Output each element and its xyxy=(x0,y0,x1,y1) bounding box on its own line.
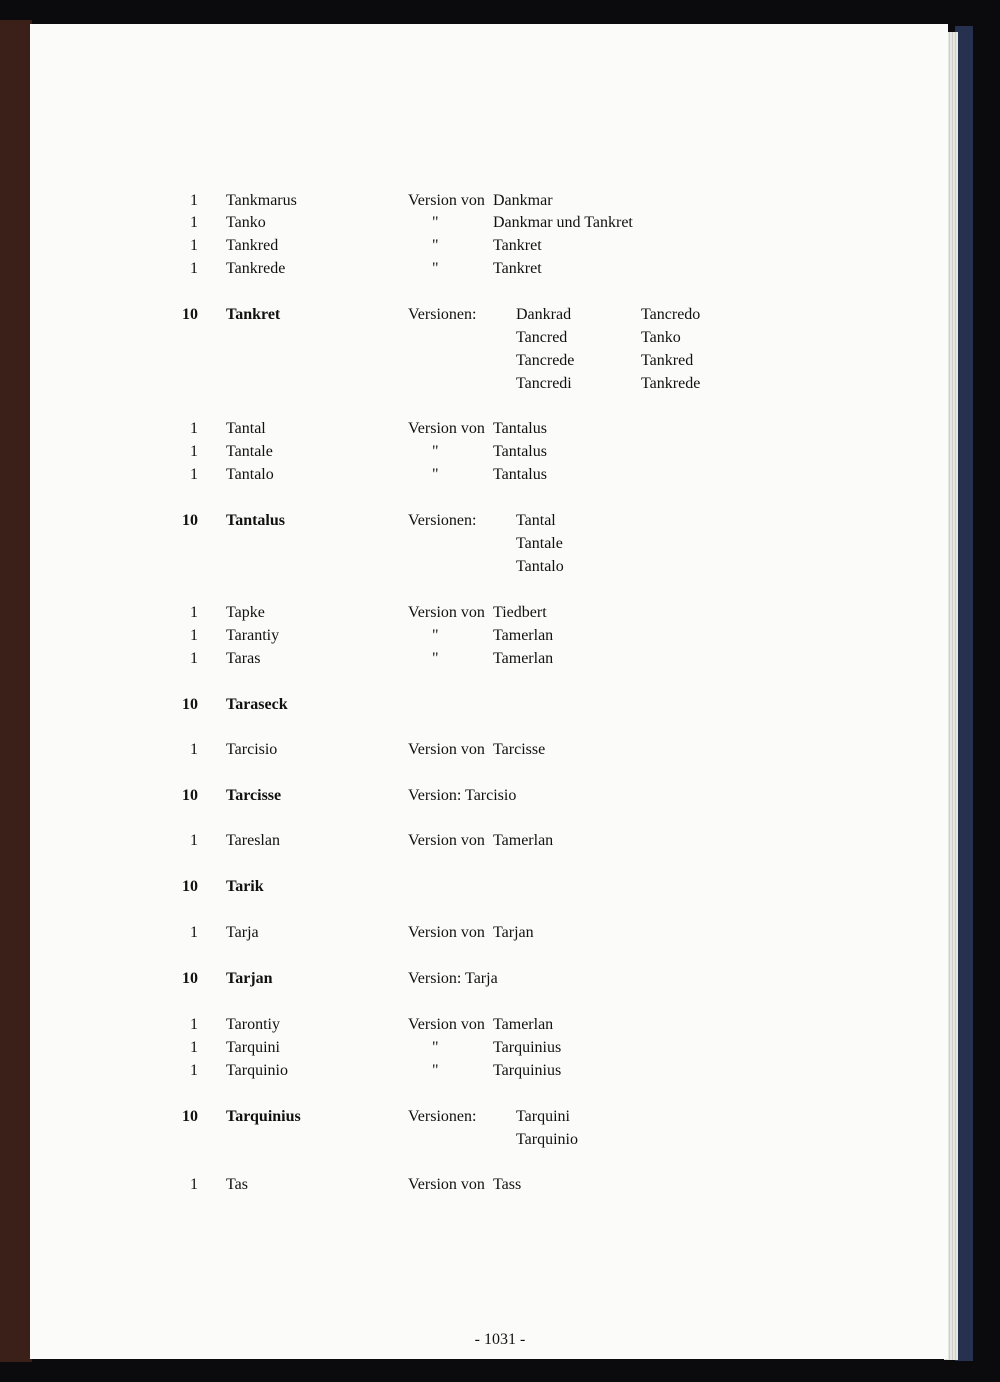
entry-name: Tarik xyxy=(226,878,264,895)
entry-reference: Tantalus xyxy=(493,420,547,437)
entry-name: Tas xyxy=(226,1176,248,1193)
entry-reference: Tarcisse xyxy=(493,741,546,758)
entry-row xyxy=(0,785,1000,807)
entry-frequency: 1 xyxy=(190,832,198,849)
entry-frequency: 1 xyxy=(190,1062,198,1079)
entry-row xyxy=(0,1060,1000,1082)
entry-reference: Tarquinius xyxy=(493,1062,562,1079)
ditto-mark: " xyxy=(432,627,439,644)
entry-frequency: 1 xyxy=(190,214,198,231)
entry-name: Tarquini xyxy=(226,1039,280,1056)
entry-name: Tarcisse xyxy=(226,787,282,804)
entry-reference: Tamerlan xyxy=(493,650,554,667)
entry-row xyxy=(0,876,1000,898)
version-variant: Tantalo xyxy=(516,558,564,575)
version-variant: Tancred xyxy=(516,329,568,346)
entry-name: Tankmarus xyxy=(226,192,297,209)
entry-name: Tarantiy xyxy=(226,627,280,644)
version-variant: Tancredo xyxy=(641,306,701,323)
page-number: - 1031 - xyxy=(474,1331,526,1348)
version-variant: Dankrad xyxy=(516,306,572,323)
entry-name: Tantalo xyxy=(226,466,274,483)
entry-label: Version von xyxy=(408,192,485,209)
entry-frequency: 1 xyxy=(190,420,198,437)
ditto-mark: " xyxy=(432,237,439,254)
entry-name: Tarcisio xyxy=(226,741,278,758)
entry-reference: Tankret xyxy=(493,237,542,254)
entry-row xyxy=(0,510,1000,532)
entry-label: Version von xyxy=(408,832,485,849)
entry-label: Version: Tarja xyxy=(408,970,498,987)
entry-row xyxy=(0,648,1000,670)
entry-reference: Tantalus xyxy=(493,443,547,460)
entry-frequency: 10 xyxy=(182,970,198,987)
ditto-mark: " xyxy=(432,443,439,460)
entry-name: Tarquinius xyxy=(226,1108,301,1125)
entry-frequency: 1 xyxy=(190,604,198,621)
entry-reference: Tass xyxy=(493,1176,522,1193)
entry-reference: Tarjan xyxy=(493,924,534,941)
entry-label: Version von xyxy=(408,1176,485,1193)
entry-label: Version: Tarcisio xyxy=(408,787,517,804)
version-variant: Tantal xyxy=(516,512,556,529)
entry-label: Versionen: xyxy=(408,306,477,323)
entry-name: Tarjan xyxy=(226,970,273,987)
entry-row xyxy=(0,739,1000,761)
entry-row xyxy=(0,1037,1000,1059)
entry-row xyxy=(0,602,1000,624)
entry-row xyxy=(0,464,1000,486)
entry-frequency: 1 xyxy=(190,650,198,667)
entry-label: Versionen: xyxy=(408,512,477,529)
entry-label: Version von xyxy=(408,924,485,941)
version-variant: Tancredi xyxy=(516,375,572,392)
entry-frequency: 1 xyxy=(190,627,198,644)
entry-name: Taras xyxy=(226,650,261,667)
entry-name: Tankred xyxy=(226,237,279,254)
entry-row xyxy=(0,830,1000,852)
ditto-mark: " xyxy=(432,260,439,277)
entry-row xyxy=(0,304,1000,326)
entry-name: Tarquinio xyxy=(226,1062,288,1079)
entry-name: Tarontiy xyxy=(226,1016,280,1033)
entry-name: Tareslan xyxy=(226,832,280,849)
entry-frequency: 10 xyxy=(182,306,198,323)
entry-name: Taraseck xyxy=(226,696,288,713)
ditto-mark: " xyxy=(432,1039,439,1056)
version-variant: Tancrede xyxy=(516,352,575,369)
entry-frequency: 1 xyxy=(190,466,198,483)
entry-row xyxy=(0,922,1000,944)
entry-name: Tankret xyxy=(226,306,281,323)
entry-frequency: 1 xyxy=(190,260,198,277)
entry-name: Tankrede xyxy=(226,260,286,277)
entry-row xyxy=(0,190,1000,212)
entry-reference: Tankret xyxy=(493,260,542,277)
version-variant: Tantale xyxy=(516,535,563,552)
entry-frequency: 10 xyxy=(182,787,198,804)
ditto-mark: " xyxy=(432,214,439,231)
entry-label: Version von xyxy=(408,604,485,621)
entry-name: Tapke xyxy=(226,604,265,621)
entry-frequency: 1 xyxy=(190,192,198,209)
entry-reference: Tantalus xyxy=(493,466,547,483)
entry-row xyxy=(0,968,1000,990)
entry-reference: Tamerlan xyxy=(493,832,554,849)
entry-row xyxy=(0,441,1000,463)
entry-frequency: 10 xyxy=(182,696,198,713)
entry-row xyxy=(0,694,1000,716)
version-variant: Tanko xyxy=(641,329,681,346)
entry-row xyxy=(0,625,1000,647)
entry-row xyxy=(0,1014,1000,1036)
entry-name: Tantal xyxy=(226,420,266,437)
version-variant: Tarquini xyxy=(516,1108,570,1125)
entry-row xyxy=(0,235,1000,257)
version-variant: Tarquinio xyxy=(516,1131,578,1148)
entry-label: Version von xyxy=(408,1016,485,1033)
ditto-mark: " xyxy=(432,466,439,483)
entry-name: Tantale xyxy=(226,443,273,460)
entry-frequency: 1 xyxy=(190,741,198,758)
entry-name: Tanko xyxy=(226,214,266,231)
version-variant: Tankred xyxy=(641,352,694,369)
entry-reference: Tamerlan xyxy=(493,1016,554,1033)
entry-row xyxy=(0,1106,1000,1128)
entry-label: Versionen: xyxy=(408,1108,477,1125)
entry-name: Tantalus xyxy=(226,512,285,529)
entry-row xyxy=(0,212,1000,234)
entry-frequency: 1 xyxy=(190,924,198,941)
entry-reference: Dankmar und Tankret xyxy=(493,214,633,231)
entry-label: Version von xyxy=(408,420,485,437)
entry-frequency: 1 xyxy=(190,1039,198,1056)
entry-row xyxy=(0,418,1000,440)
entry-frequency: 10 xyxy=(182,878,198,895)
entry-reference: Tiedbert xyxy=(493,604,547,621)
entry-name: Tarja xyxy=(226,924,259,941)
ditto-mark: " xyxy=(432,650,439,667)
entry-frequency: 10 xyxy=(182,512,198,529)
entry-reference: Tarquinius xyxy=(493,1039,562,1056)
entry-reference: Tamerlan xyxy=(493,627,554,644)
entry-frequency: 1 xyxy=(190,237,198,254)
entry-frequency: 1 xyxy=(190,1016,198,1033)
entry-row xyxy=(0,258,1000,280)
version-variant: Tankrede xyxy=(641,375,701,392)
entry-row xyxy=(0,1174,1000,1196)
ditto-mark: " xyxy=(432,1062,439,1079)
entry-frequency: 10 xyxy=(182,1108,198,1125)
entry-label: Version von xyxy=(408,741,485,758)
entry-frequency: 1 xyxy=(190,1176,198,1193)
entry-reference: Dankmar xyxy=(493,192,553,209)
entry-frequency: 1 xyxy=(190,443,198,460)
